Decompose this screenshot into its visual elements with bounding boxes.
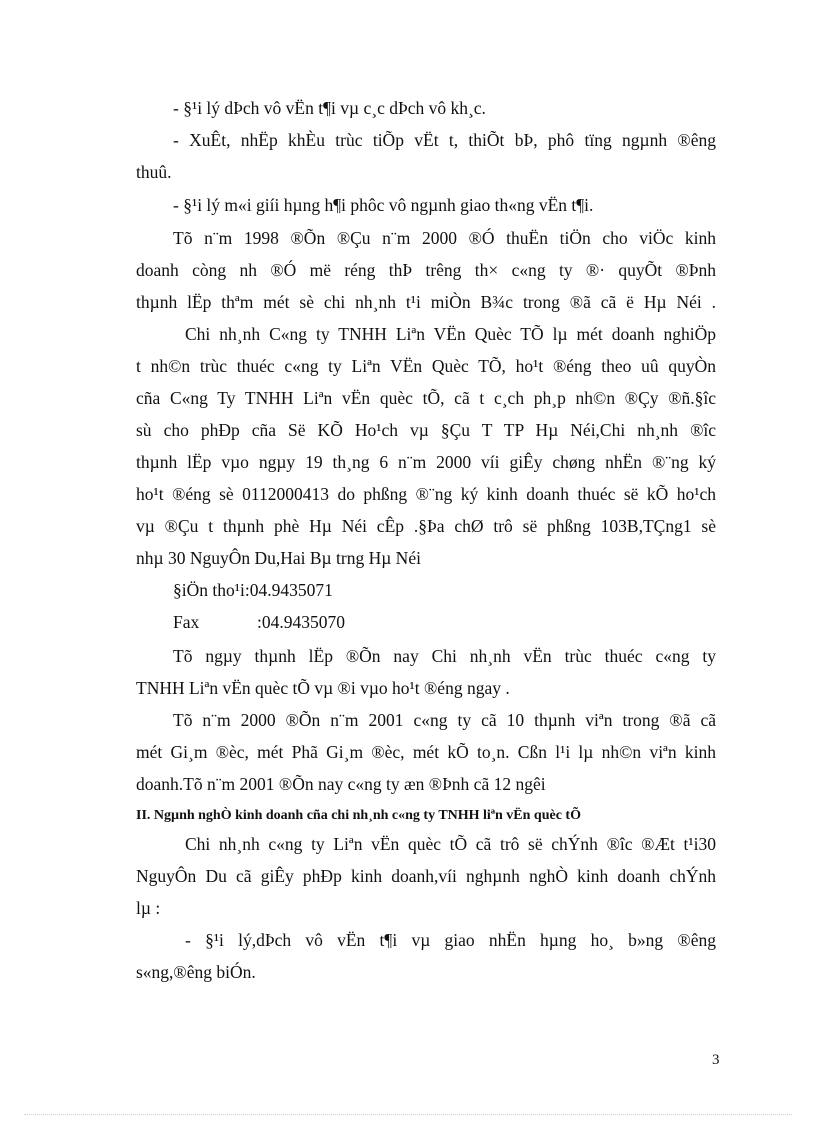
text-line: s«ng,®êng biÓn.	[136, 962, 256, 982]
text-line: doanh còng nh ®Ó më réng thÞ trêng th× c«ng ty ®· quyÕt ®Þnh	[136, 260, 716, 280]
text-line: ho¹t ®éng sè 0112000413 do phßng ®¨ng ký kinh doanh thuéc së kÕ ho¹ch	[136, 484, 716, 504]
text-line: Tõ ngµy thµnh lËp ®Õn nay Chi nh¸nh vËn trùc thuéc c«ng ty	[173, 646, 716, 666]
text-line: Tõ n¨m 1998 ®Õn ®Çu n¨m 2000 ®Ó thuËn tiÖn cho viÖc kinh	[173, 228, 716, 248]
text-line: TNHH Liªn vËn quèc tÕ vµ ®i vµo ho¹t ®éng ngay .	[136, 678, 510, 698]
text-line: sù cho phÐp cña Së KÕ Ho¹ch vµ §Çu T TP Hµ Néi,Chi nh¸nh ®îc	[136, 420, 716, 440]
fax-label: Fax	[173, 612, 200, 632]
footer-divider	[24, 1114, 792, 1115]
page-number: 3	[712, 1052, 720, 1068]
text-line: Chi nh¸nh C«ng ty TNHH Liªn VËn Quèc TÕ lµ mét doanh nghiÖp	[185, 324, 716, 344]
section-heading: II. Ngµnh nghÒ kinh doanh cña chi nh¸nh c«ng ty TNHH liªn vËn quèc tÕ	[136, 808, 581, 823]
fax-number: :04.9435070	[257, 612, 345, 632]
text-line: nhµ 30 NguyÔn Du,Hai Bµ trng Hµ Néi	[136, 548, 421, 568]
text-line: Tõ n¨m 2000 ®Õn n¨m 2001 c«ng ty cã 10 thµnh viªn trong ®ã cã	[173, 710, 716, 730]
text-line: - XuÊt, nhËp khÈu trùc tiÕp vËt t, thiÕt bÞ, phô tïng ngµnh ®êng	[173, 130, 716, 150]
text-line: NguyÔn Du cã giÊy phÐp kinh doanh,víi nghµnh nghÒ kinh doanh chÝnh	[136, 866, 716, 886]
text-line: - §¹i lý m«i giíi hµng h¶i phôc vô ngµnh giao th«ng vËn t¶i.	[173, 195, 594, 215]
text-line: thµnh lËp vµo ngµy 19 th¸ng 6 n¨m 2000 víi giÊy chøng nhËn ®¨ng ký	[136, 452, 716, 472]
text-line: - §¹i lý,dÞch vô vËn t¶i vµ giao nhËn hµng ho¸ b»ng ®êng	[185, 930, 716, 950]
text-line: doanh.Tõ n¨m 2001 ®Õn nay c«ng ty æn ®Þnh cã 12 ngêi	[136, 774, 546, 794]
fax-line	[173, 610, 716, 634]
text-line: t nh©n trùc thuéc c«ng ty Liªn VËn Quèc TÕ, ho¹t ®éng theo uû quyÒn	[136, 356, 716, 376]
text-line: vµ ®Çu t thµnh phè Hµ Néi cÊp .§Þa chØ trô së phßng 103B,TÇng1 sè	[136, 516, 716, 536]
text-line: - §¹i lý dÞch vô vËn t¶i vµ c¸c dÞch vô kh¸c.	[173, 98, 486, 118]
text-line: thuû.	[136, 162, 172, 182]
text-line: Chi nh¸nh c«ng ty Liªn vËn quèc tÕ cã trô së chÝnh ®îc ®Æt t¹i30	[185, 834, 716, 854]
text-line: cña C«ng Ty TNHH Liªn vËn quèc tÕ, cã t c¸ch ph¸p nh©n ®Çy ®ñ.§îc	[136, 388, 716, 408]
phone-line: §iÖn tho¹i:04.9435071	[173, 580, 333, 600]
text-line: lµ :	[136, 898, 161, 918]
text-line: mét Gi¸m ®èc, mét Phã Gi¸m ®èc, mét kÕ to¸n. Cßn l¹i lµ nh©n viªn kinh	[136, 742, 716, 762]
text-line: thµnh lËp thªm mét sè chi nh¸nh t¹i miÒn B¾c trong ®ã cã ë Hµ Néi .	[136, 292, 716, 312]
